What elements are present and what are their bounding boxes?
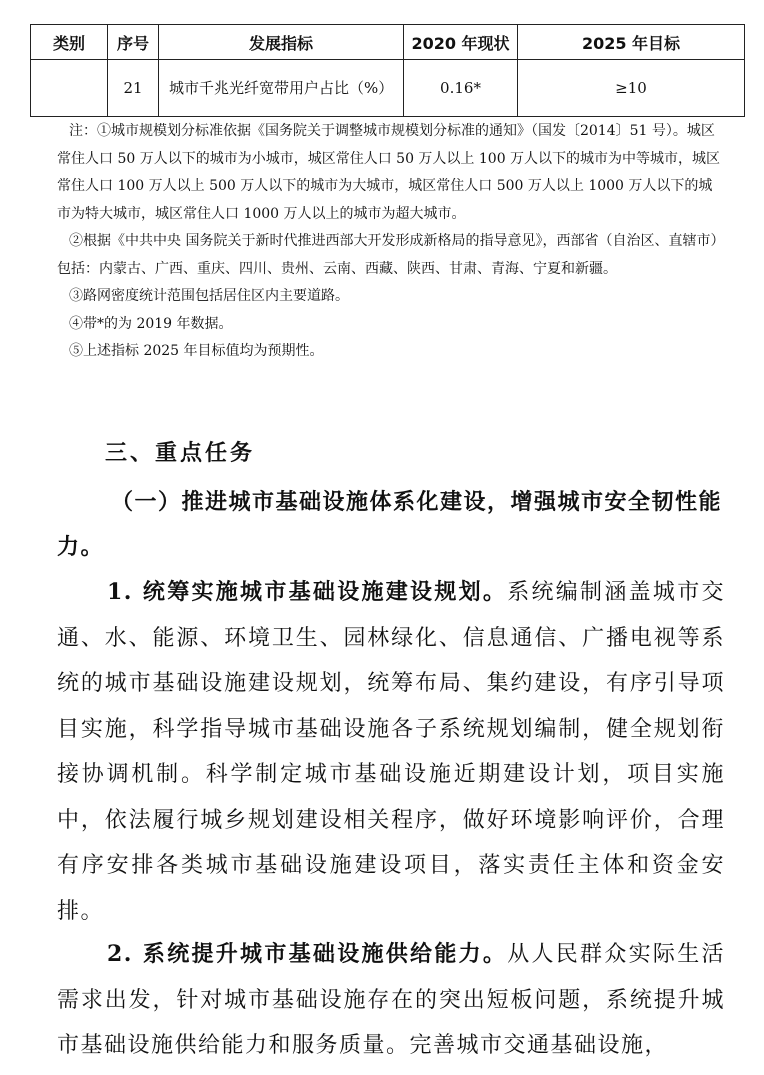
header-status-2020: 2020 年现状 bbox=[404, 25, 518, 60]
cell-target-2025: ≥10 bbox=[518, 60, 745, 117]
header-indicator: 发展指标 bbox=[159, 25, 404, 60]
paragraph-2-body: 从人民群众实际生活需求出发，针对城市基础设施存在的突出短板问题，系统提升城市基础设施供给能力和服务质量。完善城市交通基础设施， bbox=[57, 942, 725, 1058]
table-row bbox=[31, 60, 745, 117]
header-target-2025: 2025 年目标 bbox=[518, 25, 745, 60]
note-5: ⑤上述指标 2025 年目标值均为预期性。 bbox=[69, 343, 324, 359]
note-4: ④带*的为 2019 年数据。 bbox=[69, 315, 233, 332]
cell-number: 21 bbox=[108, 60, 159, 117]
paragraph-2-lead: 2. 系统提升城市基础设施供给能力。 bbox=[107, 941, 508, 967]
note-2: ②根据《中共中央 国务院关于新时代推进西部大开发形成新格局的指导意见》，西部省（自治区、直辖市）包括：内蒙古、广西、重庆、四川、贵州、云南、西藏、陕西、甘肃、青海、宁夏和新疆。 bbox=[57, 233, 725, 277]
header-number: 序号 bbox=[108, 25, 159, 60]
table-notes bbox=[57, 118, 725, 366]
paragraph-2 bbox=[57, 932, 725, 1069]
paragraph-1-lead: 1. 统筹实施城市基础设施建设规划。 bbox=[107, 579, 508, 605]
table-header-row bbox=[31, 25, 745, 60]
paragraph-1 bbox=[57, 570, 725, 934]
cell-status-2020: 0.16* bbox=[404, 60, 518, 117]
section-heading: 三、重点任务 bbox=[105, 441, 256, 466]
note-3: ③路网密度统计范围包括居住区内主要道路。 bbox=[69, 288, 349, 304]
paragraph-1-body: 系统编制涵盖城市交通、水、能源、环境卫生、园林绿化、信息通信、广播电视等系统的城市基础设施建设规划，统筹布局、集约建设，有序引导项目实施，科学指导城市基础设施各子系统规划编制，健全规划衔接协调机制。科学制定城市基础设施近期建设计划，项目实施中，依法履行城乡规划建设相关程序，做好环境影响评价，合理有序安排各类城市基础设施建设项目，落实责任主体和资金安排。 bbox=[57, 580, 725, 924]
note-1: 注：①城市规模划分标准依据《国务院关于调整城市规模划分标准的通知》（国发〔2014〕51 号）。城区常住人口 50 万人以下的城市为小城市，城区常住人口 50 万人以上 100 万人以下的城市为中等城市，城区常住人口 100 万人以上 500 万人以下的城市为大城市，城区常住人口 500 万人以上 1000 万人以下的城市为特大城市，城区常住人口 1000 万人以上的城市为超大城市。 bbox=[57, 123, 721, 222]
header-category: 类别 bbox=[31, 25, 108, 60]
indicator-table bbox=[30, 24, 745, 117]
cell-indicator: 城市千兆光纤宽带用户占比（%） bbox=[159, 60, 404, 117]
subsection-heading: （一）推进城市基础设施体系化建设，增强城市安全韧性能力。 bbox=[57, 489, 723, 560]
cell-category bbox=[31, 60, 108, 117]
